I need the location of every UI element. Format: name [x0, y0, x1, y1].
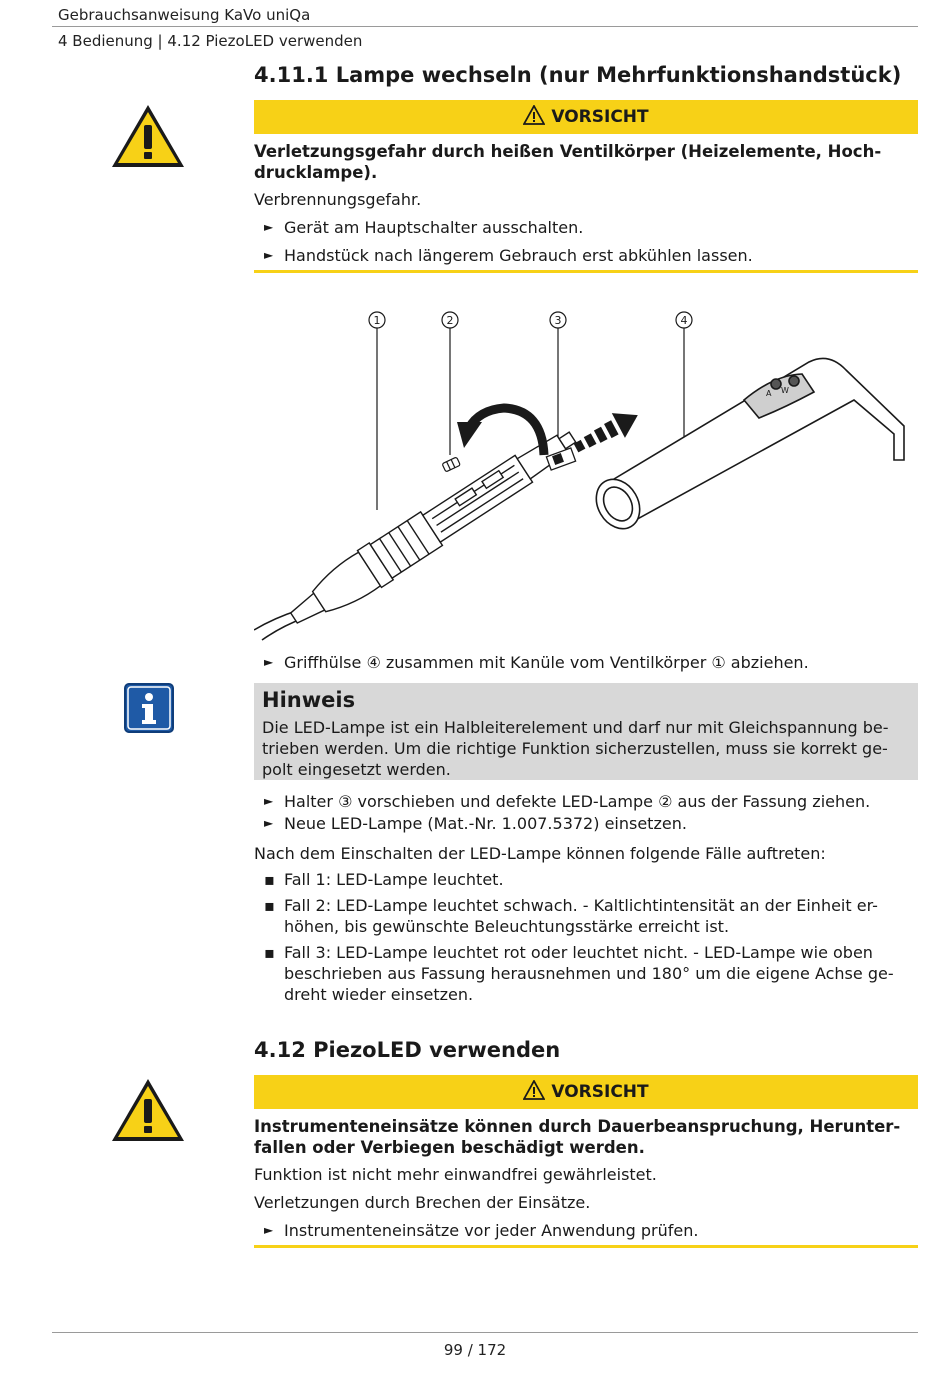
footer-divider [52, 1332, 918, 1333]
breadcrumb: 4 Bedienung | 4.12 PiezoLED verwenden [58, 32, 363, 50]
step-item [264, 1220, 698, 1241]
hazard-line: Verletzungsgefahr durch heißen Ventilkörper (Heizelemente, Hoch- [254, 142, 882, 161]
step-item [264, 217, 583, 238]
warning-banner [254, 1075, 918, 1109]
section-title-lampe-wechseln: 4.11.1 Lampe wechseln (nur Mehrfunktionshandstück) [254, 63, 902, 87]
step-text: Gerät am Hauptschalter ausschalten. [284, 218, 584, 237]
page-number: 99 / 172 [443, 1341, 507, 1359]
note-line: polt eingesetzt werden. [262, 760, 451, 779]
note-line: Die LED-Lampe ist ein Halbleiterelement und darf nur mit Gleichspannung be- [262, 718, 889, 737]
handpiece-figure [254, 300, 918, 645]
step-text: Handstück nach längerem Gebrauch erst abkühlen lassen. [284, 246, 753, 265]
list-item [264, 895, 918, 937]
header-divider [52, 26, 918, 27]
step-item [264, 813, 687, 834]
note-box [254, 683, 918, 780]
warning-end-line [254, 270, 918, 273]
note-title: Hinweis [262, 688, 356, 712]
bullet-icon: ▪ [264, 870, 275, 889]
svg-text:1: 1 [373, 314, 381, 327]
hazard-line: Instrumenteneinsätze können durch Dauerbeanspruchung, Herunter- [254, 1117, 901, 1136]
case-line: dreht wieder einsetzen. [284, 985, 474, 1004]
warning-end-line [254, 1245, 918, 1248]
step-text: Griffhülse ④ zusammen mit Kanüle vom Ventilkörper ① abziehen. [284, 653, 809, 672]
case-line: Fall 3: LED-Lampe leuchtet rot oder leuchtet nicht. - LED-Lampe wie oben [284, 943, 873, 962]
warning-triangle-icon [110, 1077, 186, 1147]
step-item [264, 245, 753, 266]
note-line: trieben werden. Um die richtige Funktion sicherzustellen, muss sie korrekt ge- [262, 739, 888, 758]
warning-label: VORSICHT [551, 1082, 649, 1102]
hazard-line: fallen oder Verbiegen beschädigt werden. [254, 1138, 645, 1157]
list-item [264, 942, 918, 1005]
warning-label: VORSICHT [551, 107, 649, 127]
section-title-piezoled: 4.12 PiezoLED verwenden [254, 1038, 561, 1062]
svg-text:3: 3 [554, 314, 562, 327]
hazard-text [254, 1116, 918, 1158]
bullet-icon: ▪ [264, 943, 275, 962]
warning-triangle-icon [110, 103, 186, 173]
step-text: Halter ③ vorschieben und defekte LED-Lampe ② aus der Fassung ziehen. [284, 792, 871, 811]
cases-intro: Nach dem Einschalten der LED-Lampe können folgende Fälle auftreten: [254, 844, 826, 863]
consequence-text: Funktion ist nicht mehr einwandfrei gewährleistet. [254, 1165, 657, 1184]
step-item [264, 791, 870, 812]
document-title: Gebrauchsanweisung KaVo uniQa [58, 6, 311, 24]
step-arrow-icon: ► [264, 655, 274, 669]
case-line: Fall 1: LED-Lampe leuchtet. [284, 870, 504, 889]
consequence-text: Verbrennungsgefahr. [254, 190, 422, 209]
warning-small-triangle-icon [523, 1080, 545, 1105]
note-body [262, 717, 912, 780]
list-item [264, 869, 918, 890]
step-arrow-icon: ► [264, 816, 274, 830]
info-icon [124, 683, 174, 737]
warning-banner [254, 100, 918, 134]
step-arrow-icon: ► [264, 220, 274, 234]
step-text: Neue LED-Lampe (Mat.-Nr. 1.007.5372) einsetzen. [284, 814, 687, 833]
figure-mark: A [766, 389, 772, 398]
hazard-text [254, 141, 918, 183]
step-text: Instrumenteneinsätze vor jeder Anwendung prüfen. [284, 1221, 699, 1240]
warning-small-triangle-icon [523, 105, 545, 130]
step-arrow-icon: ► [264, 248, 274, 262]
step-item [264, 652, 809, 673]
bullet-icon: ▪ [264, 896, 275, 915]
case-line: höhen, bis gewünschte Beleuchtungsstärke erreicht ist. [284, 917, 730, 936]
consequence-text: Verletzungen durch Brechen der Einsätze. [254, 1193, 591, 1212]
svg-text:2: 2 [446, 314, 454, 327]
hazard-line: drucklampe). [254, 163, 378, 182]
step-arrow-icon: ► [264, 1223, 274, 1237]
case-line: Fall 2: LED-Lampe leuchtet schwach. - Kaltlichtintensität an der Einheit er- [284, 896, 878, 915]
step-arrow-icon: ► [264, 794, 274, 808]
svg-text:4: 4 [680, 314, 688, 327]
case-line: beschrieben aus Fassung herausnehmen und 180° um die eigene Achse ge- [284, 964, 894, 983]
figure-mark: W [781, 386, 789, 395]
